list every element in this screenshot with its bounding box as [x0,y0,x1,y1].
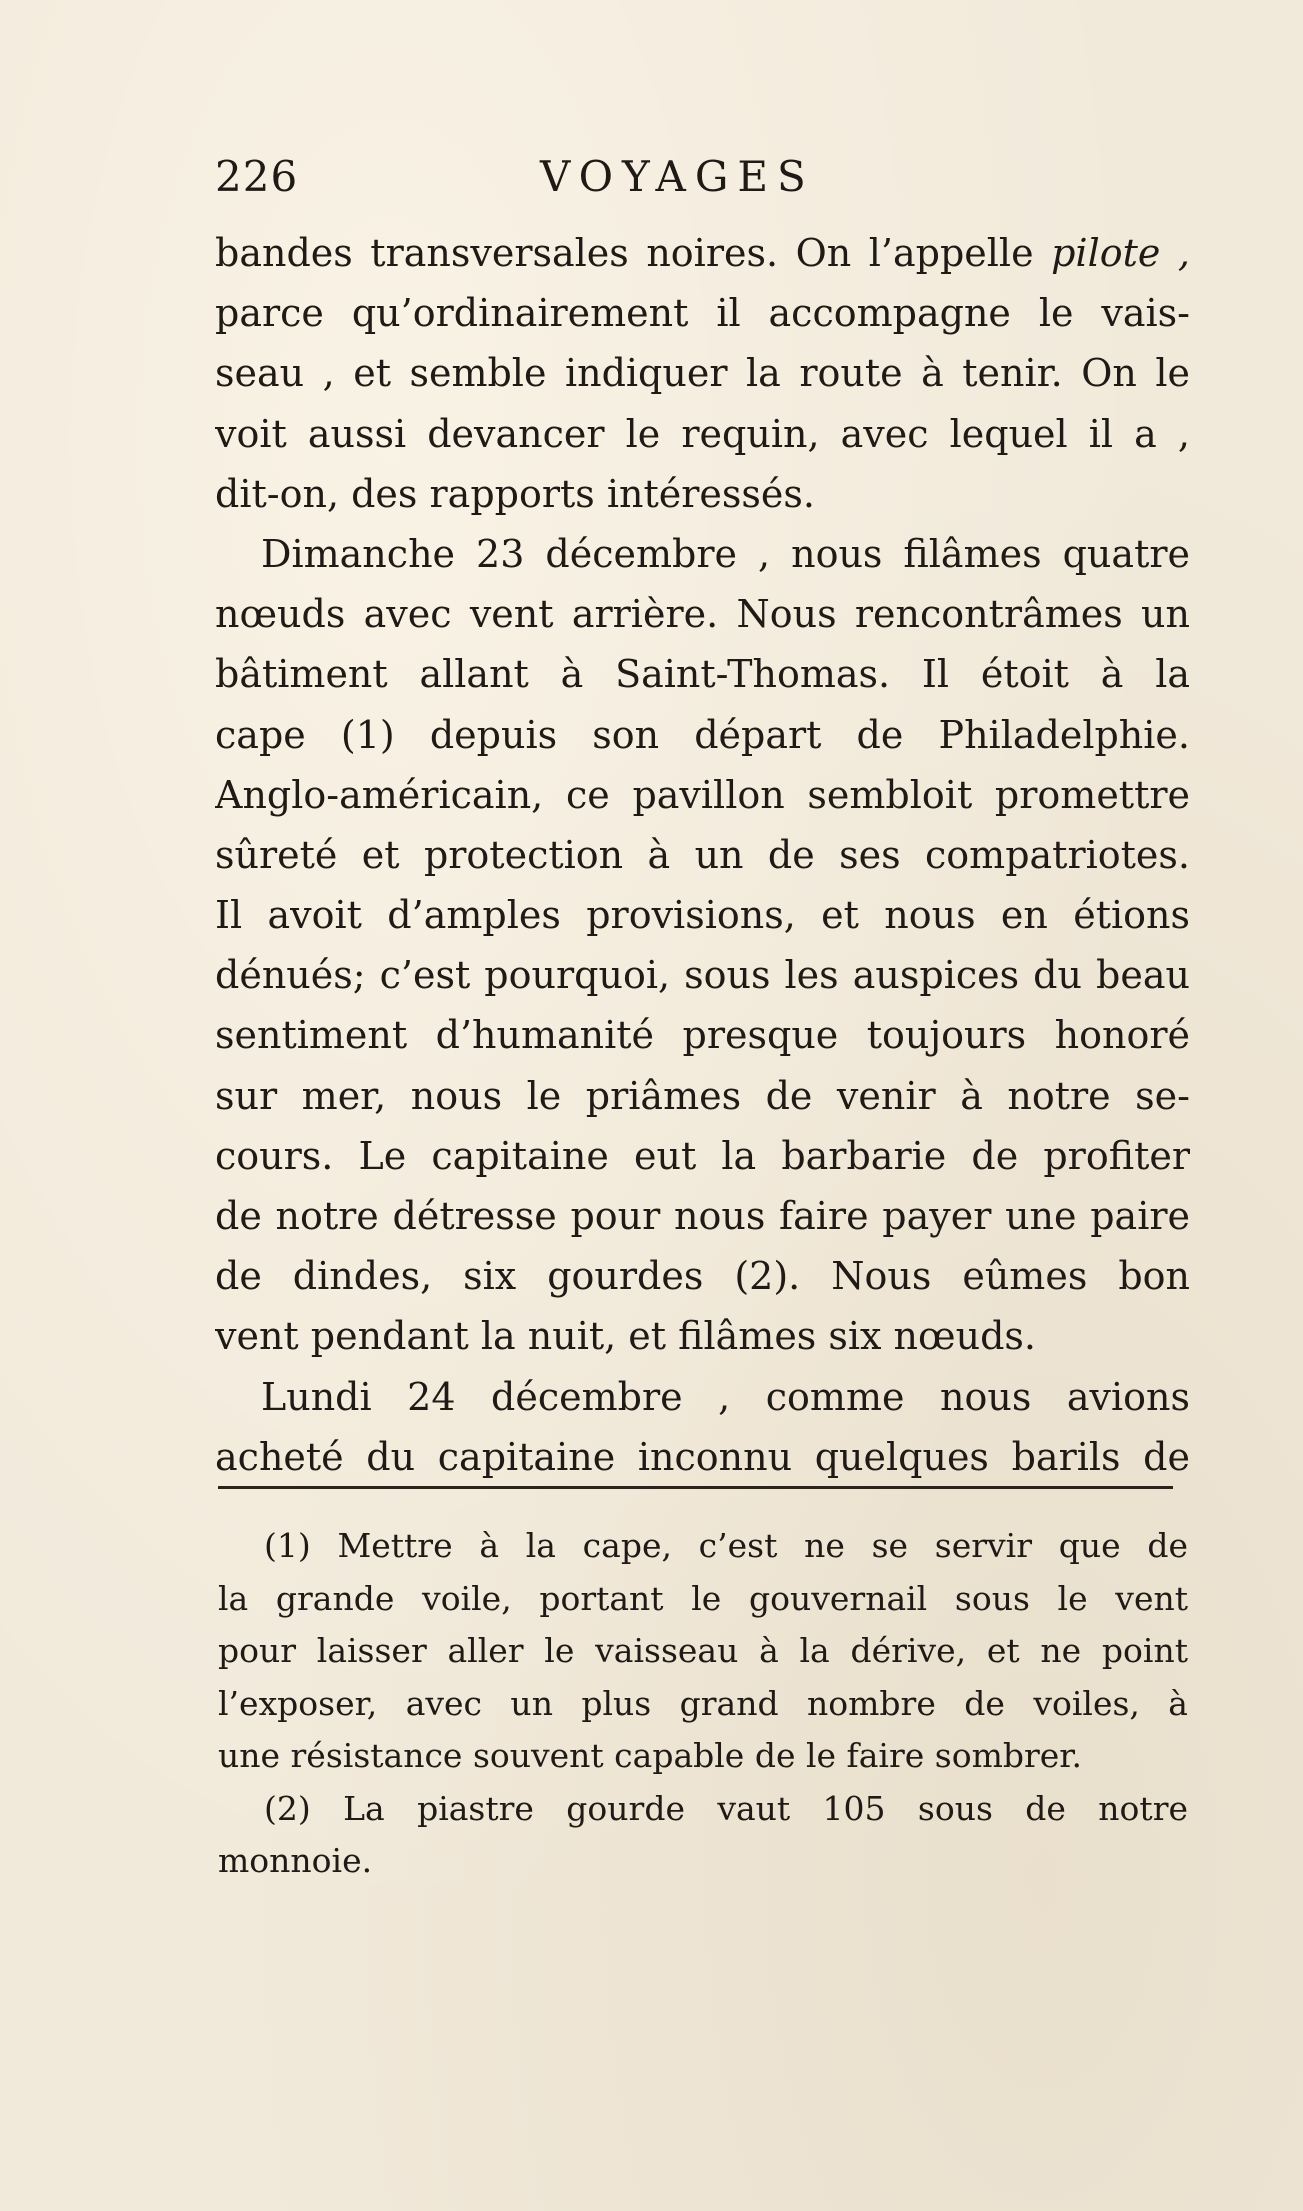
text-line: cape (1) depuis son départ de Philadelphie. [215,712,1190,757]
footnote-line: une résistance souvent capable de le faire sombrer. [218,1736,1082,1775]
text-line: vent pendant la nuit, et filâmes six nœuds. [215,1314,1036,1359]
running-title: VOYAGES [540,152,815,201]
text-line: dénués; c’est pourquoi, sous les auspices du beau [215,953,1190,998]
paragraph-start-line: Lundi 24 décembre , comme nous avions [261,1374,1190,1419]
text-line: de notre détresse pour nous faire payer une paire [215,1194,1190,1238]
page-number: 226 [215,152,299,201]
page-header [215,152,1190,212]
text-line: nœuds avec vent arrière. Nous rencontrâmes un [215,592,1190,637]
footnote-line: (1) Mettre à la cape, c’est ne se servir que de [264,1526,1188,1565]
text-line: cours. Le capitaine eut la barbarie de profiter [215,1133,1190,1178]
text-line: sur mer, nous le priâmes de venir à notre se- [215,1073,1190,1118]
text-line: Il avoit d’amples provisions, et nous en étions [215,893,1190,938]
footnote-separator-rule [218,1486,1173,1489]
text-line: dit-on, des rapports intéressés. [215,471,815,516]
text-line: Anglo-américain, ce pavillon sembloit promettre [215,772,1190,817]
footnote-line: (2) La piastre gourde vaut 105 sous de notre [264,1788,1188,1828]
footnote-line: monnoie. [218,1841,373,1880]
italic-word-pilote: pilote , [1051,231,1190,275]
main-text [215,223,1190,1487]
text-line: acheté du capitaine inconnu quelques barils de [215,1434,1190,1479]
text-line: parce qu’ordinairement il accompagne le vais- [215,291,1190,336]
text-line: sûreté et protection à un de ses compatriotes. [215,832,1190,877]
text-line: sentiment d’humanité presque toujours honoré [215,1013,1190,1058]
footnote-line: l’exposer, avec un plus grand nombre de voiles, à [218,1683,1188,1723]
text-line: bandes transversales noires. On l’appelle pilote , [215,231,1190,275]
text-line: bâtiment allant à Saint-Thomas. Il étoit à la [215,652,1190,697]
text-line: de dindes, six gourdes (2). Nous eûmes bon [215,1254,1190,1299]
footnote-line: pour laisser aller le vaisseau à la dérive, et ne point [218,1631,1188,1670]
text-line: voit aussi devancer le requin, avec lequel il a , [215,411,1190,456]
footnote-line: la grande voile, portant le gouvernail sous le vent [218,1578,1188,1618]
text-line: seau , et semble indiquer la route à tenir. On le [215,351,1190,396]
paragraph-start-line: Dimanche 23 décembre , nous filâmes quatre [261,531,1190,576]
footnotes [218,1520,1188,1888]
